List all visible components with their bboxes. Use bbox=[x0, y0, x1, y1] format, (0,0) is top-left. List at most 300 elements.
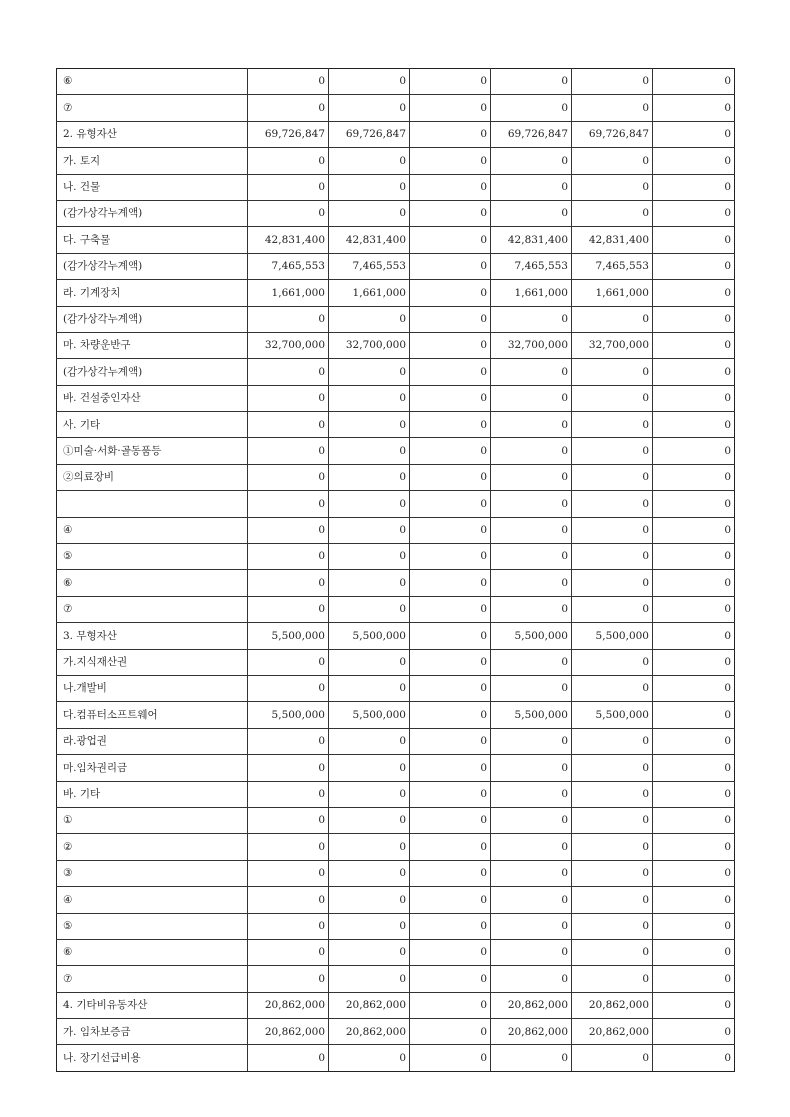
row-label: ②의료장비 bbox=[57, 464, 248, 490]
value-cell: 5,500,000 bbox=[572, 623, 653, 649]
table-row bbox=[57, 702, 735, 728]
value-cell: 0 bbox=[329, 464, 410, 490]
value-cell: 0 bbox=[653, 517, 735, 543]
value-cell: 0 bbox=[329, 306, 410, 332]
value-cell: 0 bbox=[491, 939, 572, 965]
value-cell: 1,661,000 bbox=[248, 280, 329, 306]
value-cell: 69,726,847 bbox=[491, 121, 572, 147]
row-label: (감가상각누계액) bbox=[57, 253, 248, 279]
value-cell: 42,831,400 bbox=[572, 227, 653, 253]
value-cell: 0 bbox=[410, 966, 491, 992]
row-label: ⑦ bbox=[57, 966, 248, 992]
row-label: 가.지식재산권 bbox=[57, 649, 248, 675]
value-cell: 0 bbox=[653, 860, 735, 886]
table-row bbox=[57, 596, 735, 622]
value-cell: 0 bbox=[491, 385, 572, 411]
value-cell: 0 bbox=[410, 675, 491, 701]
value-cell: 0 bbox=[248, 1045, 329, 1071]
value-cell: 0 bbox=[248, 306, 329, 332]
value-cell: 0 bbox=[248, 755, 329, 781]
value-cell: 0 bbox=[410, 148, 491, 174]
value-cell: 0 bbox=[491, 438, 572, 464]
value-cell: 0 bbox=[410, 385, 491, 411]
value-cell: 0 bbox=[410, 69, 491, 95]
value-cell: 0 bbox=[491, 887, 572, 913]
table-row bbox=[57, 807, 735, 833]
value-cell: 0 bbox=[410, 887, 491, 913]
value-cell: 0 bbox=[248, 596, 329, 622]
value-cell: 0 bbox=[329, 438, 410, 464]
value-cell: 0 bbox=[329, 675, 410, 701]
asset-table bbox=[56, 68, 735, 1072]
value-cell: 0 bbox=[653, 570, 735, 596]
value-cell: 5,500,000 bbox=[329, 702, 410, 728]
value-cell: 0 bbox=[653, 649, 735, 675]
value-cell: 0 bbox=[248, 517, 329, 543]
value-cell: 32,700,000 bbox=[248, 332, 329, 358]
value-cell: 0 bbox=[248, 69, 329, 95]
value-cell: 0 bbox=[491, 649, 572, 675]
table-row bbox=[57, 95, 735, 121]
row-label: (감가상각누계액) bbox=[57, 359, 248, 385]
value-cell: 0 bbox=[410, 95, 491, 121]
value-cell: 7,465,553 bbox=[572, 253, 653, 279]
value-cell: 0 bbox=[491, 728, 572, 754]
value-cell: 0 bbox=[653, 544, 735, 570]
value-cell: 0 bbox=[248, 544, 329, 570]
table-row bbox=[57, 1045, 735, 1071]
value-cell: 0 bbox=[653, 992, 735, 1018]
value-cell: 0 bbox=[329, 1045, 410, 1071]
value-cell: 0 bbox=[410, 332, 491, 358]
value-cell: 0 bbox=[410, 174, 491, 200]
value-cell: 69,726,847 bbox=[572, 121, 653, 147]
value-cell: 0 bbox=[248, 887, 329, 913]
table-row bbox=[57, 464, 735, 490]
value-cell: 0 bbox=[653, 464, 735, 490]
value-cell: 0 bbox=[653, 95, 735, 121]
value-cell: 0 bbox=[248, 675, 329, 701]
value-cell: 0 bbox=[491, 807, 572, 833]
value-cell: 0 bbox=[653, 412, 735, 438]
value-cell: 0 bbox=[491, 491, 572, 517]
row-label bbox=[57, 491, 248, 517]
value-cell: 0 bbox=[410, 200, 491, 226]
value-cell: 0 bbox=[410, 755, 491, 781]
row-label: 다. 구축물 bbox=[57, 227, 248, 253]
value-cell: 0 bbox=[410, 253, 491, 279]
value-cell: 0 bbox=[572, 412, 653, 438]
value-cell: 0 bbox=[248, 95, 329, 121]
row-label: ⑤ bbox=[57, 544, 248, 570]
value-cell: 0 bbox=[329, 200, 410, 226]
value-cell: 0 bbox=[653, 728, 735, 754]
row-label: ⑥ bbox=[57, 570, 248, 596]
value-cell: 7,465,553 bbox=[329, 253, 410, 279]
value-cell: 0 bbox=[248, 570, 329, 596]
value-cell: 0 bbox=[572, 385, 653, 411]
value-cell: 0 bbox=[653, 913, 735, 939]
value-cell: 0 bbox=[653, 306, 735, 332]
value-cell: 0 bbox=[329, 939, 410, 965]
value-cell: 0 bbox=[572, 913, 653, 939]
value-cell: 0 bbox=[491, 95, 572, 121]
value-cell: 0 bbox=[329, 491, 410, 517]
row-label: ④ bbox=[57, 517, 248, 543]
value-cell: 0 bbox=[410, 807, 491, 833]
value-cell: 0 bbox=[572, 464, 653, 490]
row-label: ⑤ bbox=[57, 913, 248, 939]
value-cell: 0 bbox=[329, 148, 410, 174]
table-row bbox=[57, 517, 735, 543]
value-cell: 20,862,000 bbox=[248, 1019, 329, 1045]
value-cell: 0 bbox=[491, 966, 572, 992]
row-label: 가. 토지 bbox=[57, 148, 248, 174]
table-row bbox=[57, 728, 735, 754]
value-cell: 0 bbox=[248, 412, 329, 438]
table-row bbox=[57, 332, 735, 358]
value-cell: 0 bbox=[491, 860, 572, 886]
value-cell: 0 bbox=[572, 675, 653, 701]
value-cell: 0 bbox=[410, 464, 491, 490]
table-row bbox=[57, 939, 735, 965]
row-label: 바. 건설중인자산 bbox=[57, 385, 248, 411]
value-cell: 0 bbox=[410, 728, 491, 754]
value-cell: 0 bbox=[653, 332, 735, 358]
value-cell: 5,500,000 bbox=[572, 702, 653, 728]
value-cell: 0 bbox=[653, 887, 735, 913]
row-label: 나.개발비 bbox=[57, 675, 248, 701]
row-label: 라.광업권 bbox=[57, 728, 248, 754]
table-row bbox=[57, 887, 735, 913]
value-cell: 0 bbox=[572, 807, 653, 833]
value-cell: 0 bbox=[572, 1045, 653, 1071]
value-cell: 0 bbox=[653, 280, 735, 306]
value-cell: 0 bbox=[329, 359, 410, 385]
value-cell: 0 bbox=[410, 544, 491, 570]
value-cell: 0 bbox=[653, 702, 735, 728]
row-label: 바. 기타 bbox=[57, 781, 248, 807]
value-cell: 0 bbox=[329, 728, 410, 754]
value-cell: 0 bbox=[653, 755, 735, 781]
value-cell: 0 bbox=[410, 570, 491, 596]
row-label: 마.임차권리금 bbox=[57, 755, 248, 781]
row-label: ③ bbox=[57, 860, 248, 886]
value-cell: 0 bbox=[491, 412, 572, 438]
value-cell: 0 bbox=[653, 491, 735, 517]
value-cell: 0 bbox=[248, 200, 329, 226]
table-row bbox=[57, 570, 735, 596]
value-cell: 69,726,847 bbox=[329, 121, 410, 147]
value-cell: 0 bbox=[491, 359, 572, 385]
value-cell: 0 bbox=[491, 464, 572, 490]
value-cell: 0 bbox=[572, 148, 653, 174]
table-row bbox=[57, 121, 735, 147]
table-row bbox=[57, 412, 735, 438]
value-cell: 0 bbox=[653, 253, 735, 279]
value-cell: 0 bbox=[248, 834, 329, 860]
value-cell: 0 bbox=[653, 623, 735, 649]
asset-table-body bbox=[57, 69, 735, 1072]
value-cell: 0 bbox=[572, 438, 653, 464]
row-label: (감가상각누계액) bbox=[57, 200, 248, 226]
value-cell: 0 bbox=[329, 807, 410, 833]
value-cell: 0 bbox=[572, 306, 653, 332]
value-cell: 0 bbox=[248, 807, 329, 833]
value-cell: 0 bbox=[410, 280, 491, 306]
value-cell: 0 bbox=[329, 385, 410, 411]
table-row bbox=[57, 280, 735, 306]
value-cell: 1,661,000 bbox=[572, 280, 653, 306]
row-label: 나. 건물 bbox=[57, 174, 248, 200]
row-label: ⑦ bbox=[57, 596, 248, 622]
table-row bbox=[57, 755, 735, 781]
row-label: 사. 기타 bbox=[57, 412, 248, 438]
value-cell: 0 bbox=[248, 728, 329, 754]
value-cell: 0 bbox=[653, 1019, 735, 1045]
row-label: ② bbox=[57, 834, 248, 860]
value-cell: 0 bbox=[248, 385, 329, 411]
value-cell: 0 bbox=[491, 174, 572, 200]
value-cell: 0 bbox=[410, 491, 491, 517]
table-row bbox=[57, 860, 735, 886]
value-cell: 0 bbox=[329, 570, 410, 596]
value-cell: 0 bbox=[329, 517, 410, 543]
value-cell: 0 bbox=[491, 596, 572, 622]
table-row bbox=[57, 174, 735, 200]
value-cell: 20,862,000 bbox=[572, 992, 653, 1018]
value-cell: 0 bbox=[329, 966, 410, 992]
value-cell: 0 bbox=[572, 359, 653, 385]
value-cell: 0 bbox=[572, 966, 653, 992]
value-cell: 0 bbox=[329, 69, 410, 95]
value-cell: 0 bbox=[410, 306, 491, 332]
row-label: 가. 임차보증금 bbox=[57, 1019, 248, 1045]
value-cell: 0 bbox=[653, 69, 735, 95]
value-cell: 5,500,000 bbox=[329, 623, 410, 649]
value-cell: 0 bbox=[653, 121, 735, 147]
value-cell: 42,831,400 bbox=[248, 227, 329, 253]
table-row bbox=[57, 227, 735, 253]
value-cell: 20,862,000 bbox=[329, 1019, 410, 1045]
row-label: 3. 무형자산 bbox=[57, 623, 248, 649]
table-row bbox=[57, 781, 735, 807]
value-cell: 0 bbox=[572, 95, 653, 121]
value-cell: 0 bbox=[653, 807, 735, 833]
value-cell: 32,700,000 bbox=[572, 332, 653, 358]
value-cell: 0 bbox=[653, 385, 735, 411]
value-cell: 0 bbox=[410, 860, 491, 886]
table-row bbox=[57, 148, 735, 174]
value-cell: 0 bbox=[410, 834, 491, 860]
value-cell: 0 bbox=[491, 517, 572, 543]
value-cell: 0 bbox=[572, 69, 653, 95]
value-cell: 0 bbox=[248, 174, 329, 200]
value-cell: 5,500,000 bbox=[491, 623, 572, 649]
row-label: (감가상각누계액) bbox=[57, 306, 248, 332]
value-cell: 20,862,000 bbox=[329, 992, 410, 1018]
value-cell: 0 bbox=[248, 148, 329, 174]
value-cell: 69,726,847 bbox=[248, 121, 329, 147]
value-cell: 0 bbox=[653, 596, 735, 622]
value-cell: 0 bbox=[248, 464, 329, 490]
row-label: ⑥ bbox=[57, 69, 248, 95]
row-label: ⑥ bbox=[57, 939, 248, 965]
value-cell: 0 bbox=[653, 200, 735, 226]
table-row bbox=[57, 544, 735, 570]
value-cell: 0 bbox=[410, 1019, 491, 1045]
row-label: 나. 장기선급비용 bbox=[57, 1045, 248, 1071]
value-cell: 0 bbox=[572, 491, 653, 517]
value-cell: 0 bbox=[653, 1045, 735, 1071]
value-cell: 0 bbox=[410, 121, 491, 147]
value-cell: 0 bbox=[329, 887, 410, 913]
value-cell: 0 bbox=[410, 359, 491, 385]
value-cell: 0 bbox=[491, 306, 572, 332]
table-row bbox=[57, 913, 735, 939]
value-cell: 0 bbox=[410, 702, 491, 728]
value-cell: 0 bbox=[329, 649, 410, 675]
value-cell: 0 bbox=[248, 860, 329, 886]
value-cell: 0 bbox=[572, 755, 653, 781]
value-cell: 0 bbox=[329, 755, 410, 781]
value-cell: 32,700,000 bbox=[491, 332, 572, 358]
value-cell: 0 bbox=[329, 544, 410, 570]
value-cell: 5,500,000 bbox=[491, 702, 572, 728]
value-cell: 0 bbox=[248, 359, 329, 385]
value-cell: 0 bbox=[572, 570, 653, 596]
value-cell: 0 bbox=[572, 200, 653, 226]
value-cell: 7,465,553 bbox=[248, 253, 329, 279]
table-row bbox=[57, 966, 735, 992]
value-cell: 0 bbox=[491, 781, 572, 807]
value-cell: 0 bbox=[410, 992, 491, 1018]
value-cell: 0 bbox=[653, 359, 735, 385]
value-cell: 0 bbox=[491, 675, 572, 701]
value-cell: 0 bbox=[572, 781, 653, 807]
value-cell: 0 bbox=[329, 596, 410, 622]
table-row bbox=[57, 200, 735, 226]
value-cell: 0 bbox=[572, 728, 653, 754]
value-cell: 0 bbox=[491, 1045, 572, 1071]
value-cell: 0 bbox=[653, 939, 735, 965]
value-cell: 0 bbox=[410, 438, 491, 464]
value-cell: 0 bbox=[572, 939, 653, 965]
value-cell: 0 bbox=[410, 623, 491, 649]
value-cell: 0 bbox=[329, 860, 410, 886]
row-label: 다.컴퓨터소프트웨어 bbox=[57, 702, 248, 728]
value-cell: 20,862,000 bbox=[572, 1019, 653, 1045]
value-cell: 0 bbox=[653, 438, 735, 464]
value-cell: 0 bbox=[329, 781, 410, 807]
value-cell: 0 bbox=[410, 596, 491, 622]
value-cell: 42,831,400 bbox=[329, 227, 410, 253]
value-cell: 0 bbox=[572, 887, 653, 913]
value-cell: 5,500,000 bbox=[248, 623, 329, 649]
table-row bbox=[57, 1019, 735, 1045]
value-cell: 0 bbox=[653, 148, 735, 174]
row-label: ④ bbox=[57, 887, 248, 913]
table-row bbox=[57, 385, 735, 411]
table-row bbox=[57, 69, 735, 95]
value-cell: 5,500,000 bbox=[248, 702, 329, 728]
value-cell: 32,700,000 bbox=[329, 332, 410, 358]
value-cell: 0 bbox=[410, 939, 491, 965]
value-cell: 7,465,553 bbox=[491, 253, 572, 279]
value-cell: 0 bbox=[248, 966, 329, 992]
value-cell: 20,862,000 bbox=[491, 1019, 572, 1045]
value-cell: 0 bbox=[248, 649, 329, 675]
row-label: ①미술·서화·골동품등 bbox=[57, 438, 248, 464]
value-cell: 0 bbox=[410, 649, 491, 675]
value-cell: 0 bbox=[491, 148, 572, 174]
value-cell: 0 bbox=[410, 1045, 491, 1071]
value-cell: 20,862,000 bbox=[491, 992, 572, 1018]
value-cell: 42,831,400 bbox=[491, 227, 572, 253]
value-cell: 0 bbox=[491, 544, 572, 570]
value-cell: 0 bbox=[572, 649, 653, 675]
value-cell: 0 bbox=[491, 755, 572, 781]
value-cell: 20,862,000 bbox=[248, 992, 329, 1018]
value-cell: 0 bbox=[491, 834, 572, 860]
value-cell: 0 bbox=[248, 781, 329, 807]
table-row bbox=[57, 992, 735, 1018]
financial-statement-page bbox=[56, 68, 734, 1072]
value-cell: 0 bbox=[329, 95, 410, 121]
table-row bbox=[57, 491, 735, 517]
row-label: 2. 유형자산 bbox=[57, 121, 248, 147]
value-cell: 0 bbox=[572, 544, 653, 570]
value-cell: 0 bbox=[329, 412, 410, 438]
value-cell: 0 bbox=[329, 834, 410, 860]
table-row bbox=[57, 834, 735, 860]
value-cell: 1,661,000 bbox=[491, 280, 572, 306]
value-cell: 0 bbox=[572, 174, 653, 200]
value-cell: 0 bbox=[572, 517, 653, 543]
row-label: 4. 기타비유동자산 bbox=[57, 992, 248, 1018]
value-cell: 0 bbox=[491, 570, 572, 596]
value-cell: 0 bbox=[653, 781, 735, 807]
value-cell: 0 bbox=[491, 200, 572, 226]
value-cell: 0 bbox=[248, 491, 329, 517]
table-row bbox=[57, 623, 735, 649]
table-row bbox=[57, 649, 735, 675]
value-cell: 0 bbox=[572, 834, 653, 860]
table-row bbox=[57, 359, 735, 385]
value-cell: 0 bbox=[653, 174, 735, 200]
value-cell: 0 bbox=[248, 939, 329, 965]
row-label: 라. 기계장치 bbox=[57, 280, 248, 306]
value-cell: 0 bbox=[410, 412, 491, 438]
value-cell: 0 bbox=[572, 596, 653, 622]
value-cell: 0 bbox=[410, 517, 491, 543]
table-row bbox=[57, 253, 735, 279]
value-cell: 0 bbox=[248, 913, 329, 939]
row-label: ① bbox=[57, 807, 248, 833]
value-cell: 0 bbox=[329, 174, 410, 200]
table-row bbox=[57, 306, 735, 332]
table-row bbox=[57, 438, 735, 464]
value-cell: 0 bbox=[410, 227, 491, 253]
value-cell: 0 bbox=[491, 69, 572, 95]
value-cell: 0 bbox=[653, 675, 735, 701]
value-cell: 1,661,000 bbox=[329, 280, 410, 306]
value-cell: 0 bbox=[572, 860, 653, 886]
value-cell: 0 bbox=[410, 913, 491, 939]
value-cell: 0 bbox=[653, 834, 735, 860]
value-cell: 0 bbox=[329, 913, 410, 939]
value-cell: 0 bbox=[491, 913, 572, 939]
